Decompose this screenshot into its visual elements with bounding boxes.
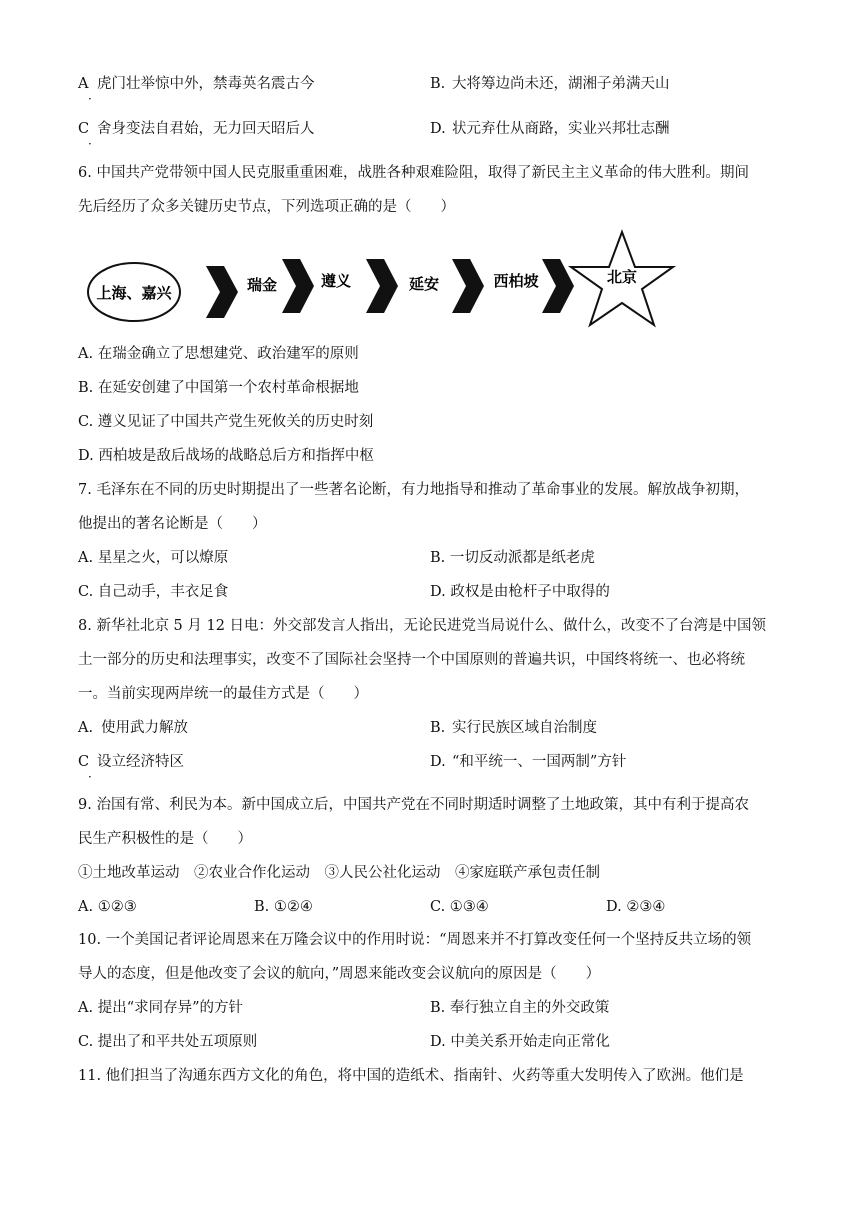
chevron-arrow-icon: [542, 259, 574, 313]
chevron-arrow-icon: [282, 259, 314, 313]
q6-option-a: A. 在瑞金确立了思想建党、政治建军的原则: [78, 346, 359, 362]
q10-option-c: C. 提出了和平共处五项原则: [78, 1034, 258, 1050]
q9-stem-line2: 民生产积极性的是（ ）: [78, 831, 252, 847]
q7-option-c: C. 自己动手，丰衣足食: [78, 584, 229, 600]
q8-stem-line3: 一。当前实现两岸统一的最佳方式是（ ）: [78, 686, 368, 702]
q9-option-d: D. ②③④: [606, 899, 666, 915]
q9-option-c: C. ①③④: [430, 899, 489, 915]
chevron-arrow-icon: [366, 259, 398, 313]
q5-option-d: 状元弃仕从商路，实业兴邦壮志酬: [452, 121, 670, 137]
emphasis-dot: ·: [88, 770, 92, 784]
flow-step-ruijin: 瑞金: [246, 276, 278, 294]
q5-option-b-letter: B.: [430, 76, 446, 92]
q5-option-b: 大将筹边尚未还，湖湘子弟满天山: [452, 76, 670, 92]
q9-items: ①土地改革运动 ②农业合作化运动 ③人民公社化运动 ④家庭联产承包责任制: [78, 865, 600, 881]
emphasis-dot: ·: [88, 92, 92, 106]
q7-option-d: D. 政权是由枪杆子中取得的: [430, 584, 610, 600]
flow-step-yanan: 延安: [408, 275, 440, 293]
star-icon: [571, 232, 673, 325]
q6-option-c: C. 遵义见证了中国共产党生死攸关的历史时刻: [78, 414, 374, 430]
q7-option-a: A. 星星之火，可以燎原: [78, 550, 229, 566]
q8-stem-line1: 8. 新华社北京 5 月 12 日电：外交部发言人指出，无论民进党当局说什么、做什么，改变不了台湾是中国领: [78, 618, 767, 634]
q8-option-a-letter: A.: [78, 720, 94, 736]
q7-option-b: B. 一切反动派都是纸老虎: [430, 550, 595, 566]
q6-option-d: D. 西柏坡是敌后战场的战略总后方和指挥中枢: [78, 448, 374, 464]
history-flow-diagram: [84, 226, 684, 336]
q8-option-c-letter: C: [78, 754, 90, 770]
q8-option-b: 实行民族区域自治制度: [452, 720, 597, 736]
q10-option-b: B. 奉行独立自主的外交政策: [430, 1000, 610, 1016]
q10-stem-line1: 10. 一个美国记者评论周恩来在万隆会议中的作用时说：“周恩来并不打算改变任何一个坚持反共立场的领: [78, 932, 752, 948]
flow-step-xibaipo: 西柏坡: [493, 272, 539, 290]
q8-option-a: 使用武力解放: [101, 720, 188, 736]
q5-option-d-letter: D.: [430, 121, 446, 137]
emphasis-dot: ·: [88, 137, 92, 151]
q5-option-a-letter: A: [78, 76, 89, 92]
q9-option-a: A. ①②③: [78, 899, 137, 915]
q5-option-c: 舍身变法自君始，无力回天昭后人: [97, 121, 315, 137]
q10-option-d: D. 中美关系开始走向正常化: [430, 1034, 610, 1050]
q9-option-b: B. ①②④: [254, 899, 313, 915]
q8-option-d-letter: D.: [430, 754, 446, 770]
q8-stem-line2: 土一部分的历史和法理事实，改变不了国际社会坚持一个中国原则的普遍共识，中国终将统一、也必将统: [78, 652, 745, 668]
q8-option-c: 设立经济特区: [97, 754, 184, 770]
flow-start-label: 上海、嘉兴: [96, 284, 172, 302]
chevron-arrow-icon: [452, 259, 484, 313]
q6-option-b: B. 在延安创建了中国第一个农村革命根据地: [78, 380, 359, 396]
q6-stem-line2: 先后经历了众多关键历史节点，下列选项正确的是（ ）: [78, 199, 455, 215]
flow-end-label: 北京: [606, 268, 638, 286]
q10-stem-line2: 导人的态度，但是他改变了会议的航向，”周恩来能改变会议航向的原因是（ ）: [78, 966, 601, 982]
chevron-arrow-icon: [206, 266, 238, 318]
start-node: [88, 263, 180, 321]
q8-option-b-letter: B.: [430, 720, 446, 736]
q10-option-a: A. 提出“求同存异”的方针: [78, 1000, 244, 1016]
q9-stem-line1: 9. 治国有常、利民为本。新中国成立后，中国共产党在不同时期适时调整了土地政策，其中有利于提高农: [78, 797, 749, 813]
q7-stem-line2: 他提出的著名论断是（ ）: [78, 516, 267, 532]
flow-step-zunyi: 遵义: [320, 272, 352, 290]
q7-stem-line1: 7. 毛泽东在不同的历史时期提出了一些著名论断，有力地指导和推动了革命事业的发展。解放战争初期，: [78, 482, 749, 498]
q11-stem-line1: 11. 他们担当了沟通东西方文化的角色，将中国的造纸术、指南针、火药等重大发明传入了欧洲。他们是: [78, 1068, 744, 1084]
q6-stem-line1: 6. 中国共产党带领中国人民克服重重困难，战胜各种艰难险阻，取得了新民主主义革命的伟大胜利。期间: [78, 165, 749, 181]
q8-option-d: “和平统一、一国两制”方针: [452, 754, 627, 770]
q5-option-c-letter: C: [78, 121, 90, 137]
q5-option-a: 虎门壮举惊中外，禁毒英名震古今: [97, 76, 315, 92]
